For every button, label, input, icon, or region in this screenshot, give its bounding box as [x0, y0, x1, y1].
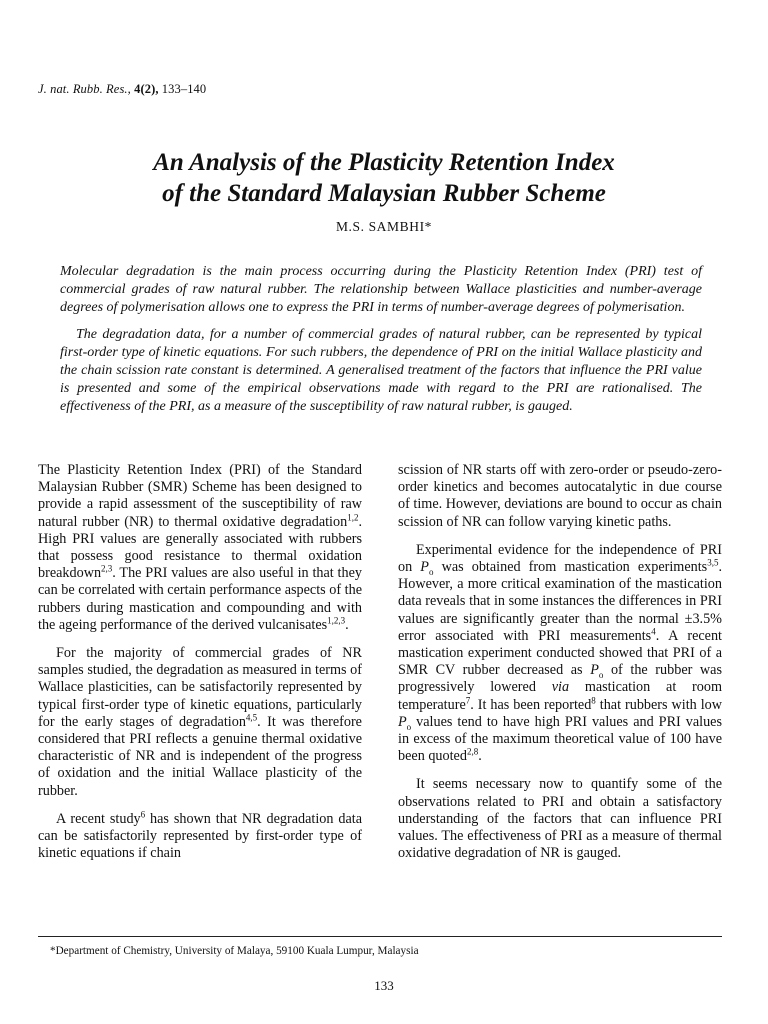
body-column-left	[38, 462, 362, 862]
body-paragraph: scission of NR starts off with zero-order or pseudo-zero-order kinetics and becomes autocatalytic in due course of time. However, deviations are bound to occur as chain scission of NR can follow varying kinetic paths.	[398, 462, 722, 530]
paper-title	[0, 147, 768, 209]
citation: 2,3	[101, 563, 113, 574]
body-column-right	[398, 462, 722, 862]
citation: 1,2,3	[327, 615, 346, 626]
journal-reference	[38, 82, 206, 97]
symbol: P	[398, 713, 407, 730]
abstract-paragraph-2: The degradation data, for a number of commercial grades of natural rubber, can be represented by typical first-order type of kinetic equations. For such rubbers, the dependence of PRI on the initial Wallace plasticity and the chain scission rate constant is determined. A generalised treatment of the factors that influence the PRI value is presented and some of the empirical observations made with regard to the PRI are rationalised. The effectiveness of the PRI, as a measure of the susceptibility of raw natural rubber, is gauged.	[60, 327, 702, 414]
citation: 4	[651, 626, 656, 637]
citation: 7	[465, 694, 471, 705]
body-paragraph: Experimental evidence for the independence of PRI on $P_o$ was obtained from mastication experiments$^{3,5}$. However, a more critical examination of the mastication data reveals that in some instances the differences in PRI values are significantly greater than the normal ±3.5% error associated with PRI measurements$^4$. A recent mastication experiment conducted showed that PRI of a SMR CV rubber decreased as $P_o$ of the rubber was progressively lowered via mastication at room temperature$^7$. It has been reported$^8$ that rubbers with low $P_o$ values tend to have high PRI values and PRI values in excess of the maximum theoretical value of 100 have been quoted$^{2,8}$.	[398, 541, 722, 765]
citation: 8	[591, 694, 596, 705]
body-paragraph: The Plasticity Retention Index (PRI) of the Standard Malaysian Rubber (SMR) Scheme has been designed to provide a rapid assessment of the susceptibility of raw natural rubber (NR) to thermal oxidative degradation$^{1,2}$. High PRI values are generally associated with rubbers that possess good resistance to thermal oxidation breakdown$^{2,3}$. The PRI values are also useful in that they can be correlated with certain performance aspects of the rubbers during mastication and compounding and with the ageing performance of the derived vulcanisates$^{1,2,3}$.	[38, 462, 362, 633]
author: M.S. SAMBHI*	[335, 219, 433, 234]
citation: 1,2	[347, 511, 359, 522]
journal-name: J. nat. Rubb. Res.,	[38, 82, 131, 96]
body-paragraph: It seems necessary now to quantify some of the observations related to PRI and obtain a satisfactory understanding of the factors that can influence PRI values. The effectiveness of PRI as a measure of thermal oxidative degradation of NR is gauged.	[398, 776, 722, 862]
body-paragraph: A recent study$^6$ has shown that NR degradation data can be satisfactorily represented by first-order type of kinetic equations if chain	[38, 809, 363, 862]
symbol: P	[590, 662, 599, 679]
journal-pages: 133–140	[161, 82, 207, 96]
title-line-1: An Analysis of the Plasticity Retention Index	[153, 149, 615, 176]
symbol: P	[420, 559, 429, 576]
footnote: *Department of Chemistry, University of Malaya, 59100 Kuala Lumpur, Malaysia	[50, 945, 419, 957]
footnote-divider	[38, 936, 722, 937]
abstract	[60, 263, 702, 415]
title-line-2: of the Standard Malaysian Rubber Scheme	[162, 180, 606, 207]
journal-volume: 4	[134, 82, 141, 96]
citation: 4,5	[245, 712, 258, 723]
journal-issue: (2),	[140, 82, 159, 96]
abstract-paragraph-1: Molecular degradation is the main process occurring during the Plasticity Retention Index (PRI) test of commercial grades of raw natural rubber. The relationship between Wallace plasticities and number-average degrees of polymerisation allows one to express the PRI in terms of number-average degrees of polymerisation.	[60, 264, 702, 315]
body-paragraph: For the majority of commercial grades of NR samples studied, the degradation as measured in terms of Wallace plasticities, can be satisfactorily represented by typical first-order type of kinetic equations, particularly for the early stages of degradation$^{4,5}$. It was therefore considered that PRI reflects a genuine thermal oxidative characteristic of NR and is independent of the progress of oxidation and the initial Wallace plasticity of the rubber.	[38, 645, 362, 799]
citation: 6	[140, 809, 146, 820]
emphasis: via	[551, 679, 570, 696]
page-number: 133	[374, 978, 394, 993]
citation: 3,5	[707, 557, 719, 568]
citation: 2,8	[466, 746, 479, 757]
